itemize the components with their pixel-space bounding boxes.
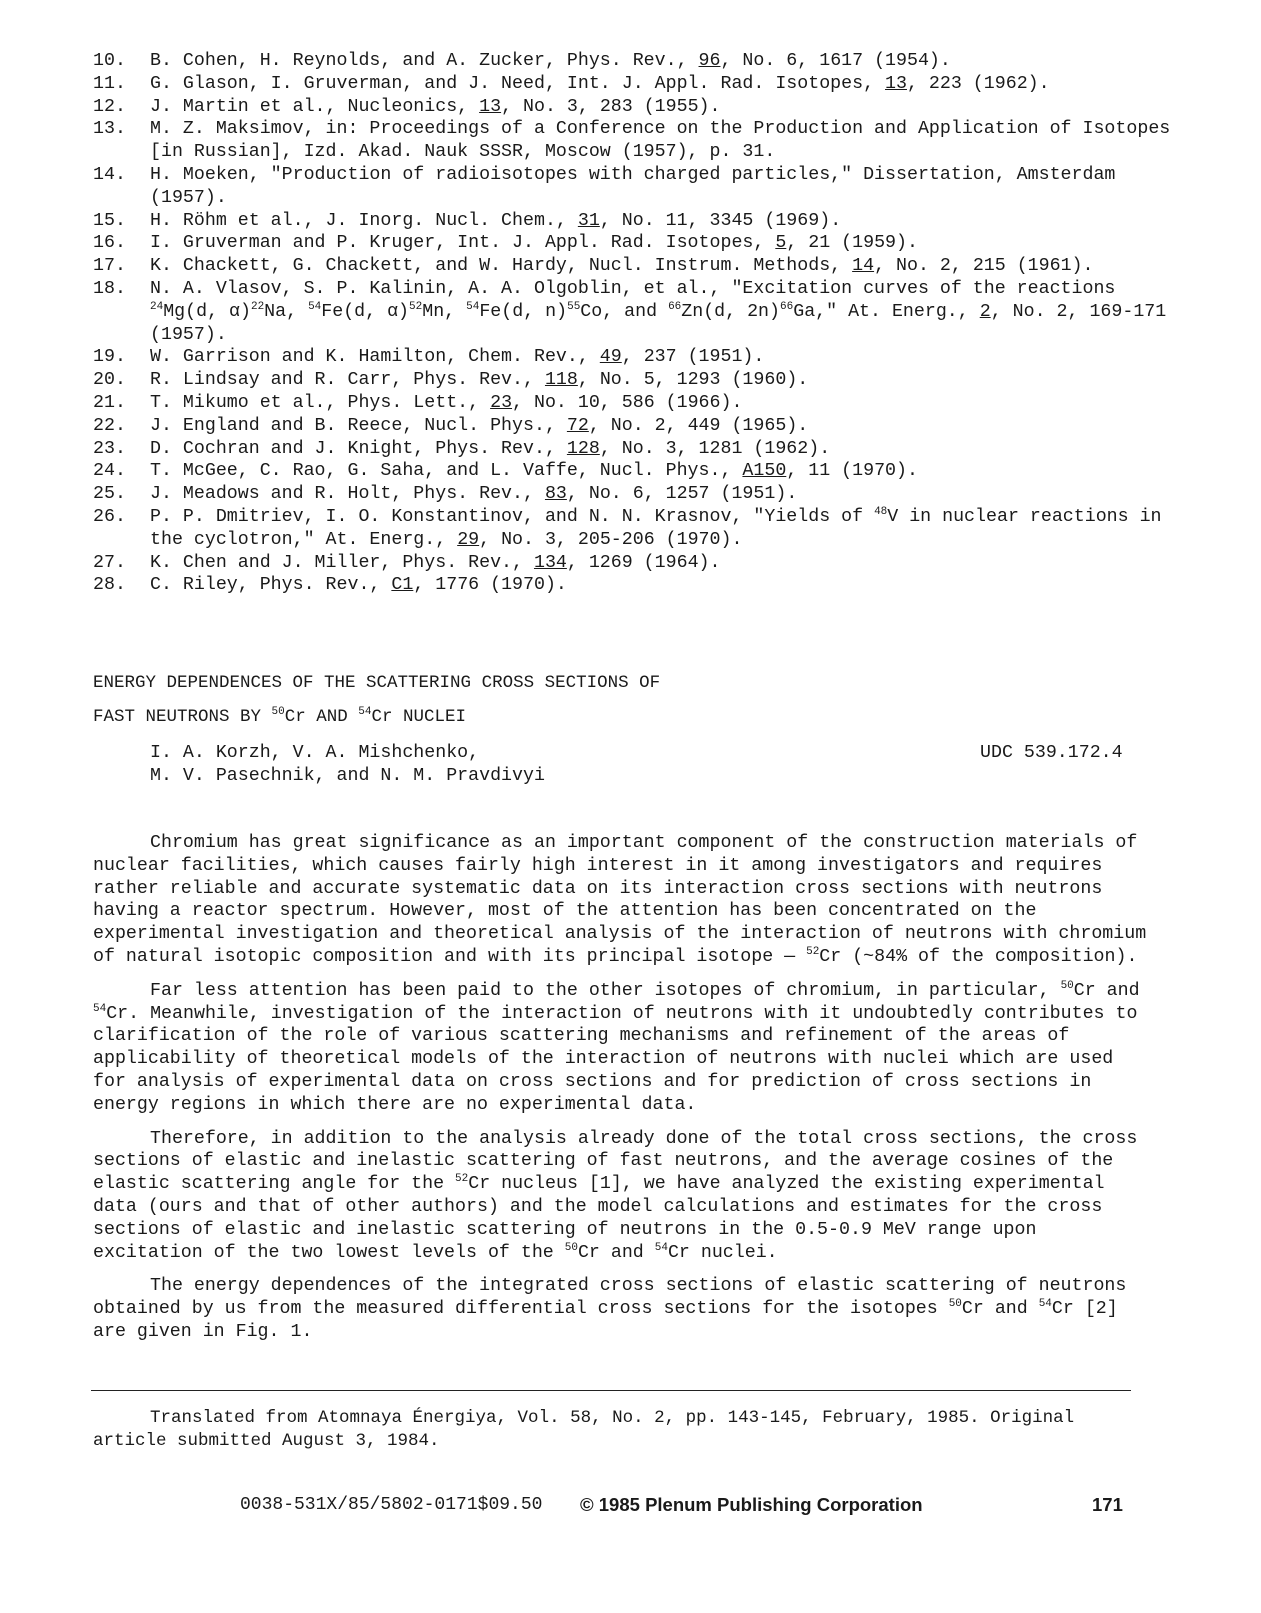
reference-item xyxy=(93,552,1173,575)
reference-item xyxy=(93,392,1173,415)
footnote xyxy=(93,1407,1153,1453)
reference-item xyxy=(93,346,1173,369)
ref-text: P. P. Dmitriev, I. O. Konstantinov, and N. N. Krasnov, "Yields of $^{48}$V in nuclear reactions in the cyclotron," At. Energ., 29, No. 3, 205-206 (1970). xyxy=(150,505,1173,550)
ref-number: 22. xyxy=(93,415,126,436)
reference-item xyxy=(93,232,1173,255)
reference-item xyxy=(93,73,1173,96)
ref-text: J. Martin et al., Nucleonics, 13, No. 3, 283 (1955). xyxy=(150,96,721,117)
ref-text: R. Lindsay and R. Carr, Phys. Rev., 118, No. 5, 1293 (1960). xyxy=(150,370,809,391)
paragraph: Therefore, in addition to the analysis already done of the total cross sections, the cross sections of elastic and inelastic scattering of fast neutrons, and the average cosines of the elastic scattering angle for the $^{52}$Cr nucleus [1], we have analyzed the existing experimental data (ours and that of other authors) and the model calculations and estimates for the cross sections of elastic and inelastic scattering of neutrons in the 0.5-0.9 MeV range upon excitation of the two lowest levels of the $^{50}$Cr and $^{54}$Cr nuclei. xyxy=(93,1128,1149,1263)
reference-item xyxy=(93,369,1173,392)
authors xyxy=(150,742,545,788)
ref-number: 13. xyxy=(93,119,126,140)
ref-number: 25. xyxy=(93,484,126,505)
footnote-line: article submitted August 3, 1984. xyxy=(93,1430,440,1451)
reference-item xyxy=(93,278,1178,346)
reference-item xyxy=(93,255,1173,278)
paragraph: Far less attention has been paid to the other isotopes of chromium, in particular, $^{50}$Cr and $^{54}$Cr. Meanwhile, investigation of the interaction of neutrons with it undoubtedly contributes to clarification of the role of various scattering mechanisms and refinement of the areas of applicability of theoretical models of the interaction of neutrons with nuclei which are used for analysis of experimental data on cross sections and for prediction of cross sections in energy regions in which there are no experimental data. xyxy=(93,979,1151,1115)
ref-text: D. Cochran and J. Knight, Phys. Rev., 128, No. 3, 1281 (1962). xyxy=(150,438,831,459)
ref-number: 12. xyxy=(93,96,126,117)
reference-item xyxy=(93,483,1173,506)
ref-number: 24. xyxy=(93,461,126,482)
ref-number: 16. xyxy=(93,233,126,254)
paragraph: Chromium has great significance as an important component of the construction materials of nuclear facilities, which causes fairly high interest in it among investigators and requires rather reliable and accurate systematic data on its interaction cross sections with neutrons having a reactor spectrum. However, most of the attention has been concentrated on the experimental investigation and theoretical analysis of the interaction of neutrons with chromium of natural isotopic composition and with its principal isotope — $^{52}$Cr (~84% of the composition). xyxy=(93,833,1158,967)
ref-text: G. Glason, I. Gruverman, and J. Need, Int. J. Appl. Rad. Isotopes, 13, 223 (1962). xyxy=(150,73,1050,94)
article-body xyxy=(93,832,1158,1355)
ref-text: C. Riley, Phys. Rev., C1, 1776 (1970). xyxy=(150,575,567,596)
ref-text: B. Cohen, H. Reynolds, and A. Zucker, Phys. Rev., 96, No. 6, 1617 (1954). xyxy=(150,51,951,71)
copyright: © 1985 Plenum Publishing Corporation xyxy=(580,1494,923,1515)
ref-number: 10. xyxy=(93,51,126,71)
reference-item xyxy=(93,438,1173,461)
reference-item xyxy=(93,506,1173,552)
ref-text: M. Z. Maksimov, in: Proceedings of a Conference on the Production and Application of Isotopes [in Russian], Izd. Akad. Nauk SSSR, Moscow (1957), p. 31. xyxy=(150,119,1182,163)
reference-item xyxy=(93,415,1173,438)
ref-number: 26. xyxy=(93,506,126,527)
reference-item xyxy=(93,210,1173,233)
ref-text: W. Garrison and K. Hamilton, Chem. Rev., 49, 237 (1951). xyxy=(150,347,765,368)
footnote-line: Translated from Atomnaya Énergiya, Vol. 58, No. 2, pp. 143-145, February, 1985. Original xyxy=(150,1408,1075,1428)
reference-item xyxy=(93,574,1173,597)
ref-number: 20. xyxy=(93,370,126,391)
reference-item xyxy=(93,460,1173,483)
ref-number: 19. xyxy=(93,347,126,368)
ref-number: 18. xyxy=(93,278,126,299)
ref-number: 17. xyxy=(93,256,126,277)
page-number: 171 xyxy=(1092,1494,1123,1515)
ref-text: H. Röhm et al., J. Inorg. Nucl. Chem., 31, No. 11, 3345 (1969). xyxy=(150,210,842,231)
footnote-divider xyxy=(91,1390,1131,1391)
ref-number: 27. xyxy=(93,552,126,573)
ref-number: 28. xyxy=(93,575,126,596)
reference-list xyxy=(93,50,1182,597)
ref-number: 14. xyxy=(93,164,126,185)
ref-text: H. Moeken, "Production of radioisotopes with charged particles," Dissertation, Amsterdam (1957). xyxy=(150,164,1127,208)
ref-number: 21. xyxy=(93,392,126,413)
ref-number: 23. xyxy=(93,438,126,459)
reference-item xyxy=(93,96,1173,119)
ref-text: N. A. Vlasov, S. P. Kalinin, A. A. Olgoblin, et al., "Excitation curves of the reactions $^{24}$Mg(d, α)$^{22}$Na, $^{54}$Fe(d, α)$^{52}$Mn, $^{54}$Fe(d, n)$^{55}$Co, and $^{66}$Zn(d, 2n)$^{66}$Ga," At. Energ., 2, No. 2, 169-171 (1957). xyxy=(150,278,1178,345)
ref-text: K. Chen and J. Miller, Phys. Rev., 134, 1269 (1964). xyxy=(150,552,721,573)
ref-text: T. Mikumo et al., Phys. Lett., 23, No. 10, 586 (1966). xyxy=(150,392,743,413)
ref-text: I. Gruverman and P. Kruger, Int. J. Appl. Rad. Isotopes, 5, 21 (1959). xyxy=(150,233,918,254)
article-code: 0038-531X/85/5802-0171$09.50 xyxy=(240,1495,543,1515)
authors-line: I. A. Korzh, V. A. Mishchenko, xyxy=(150,743,480,763)
article-title: ENERGY DEPENDENCES OF THE SCATTERING CROSS SECTIONS OF FAST NEUTRONS BY $^{50}$Cr AND $^{54}$Cr NUCLEI xyxy=(93,673,661,727)
ref-number: 15. xyxy=(93,210,126,231)
reference-item xyxy=(93,118,1182,164)
paragraph: The energy dependences of the integrated cross sections of elastic scattering of neutrons obtained by us from the measured differential cross sections for the isotopes $^{50}$Cr and $^{54}$Cr [2] are given in Fig. 1. xyxy=(93,1276,1138,1342)
ref-text: J. England and B. Reece, Nucl. Phys., 72, No. 2, 449 (1965). xyxy=(150,415,809,436)
ref-text: K. Chackett, G. Chackett, and W. Hardy, Nucl. Instrum. Methods, 14, No. 2, 215 (1961). xyxy=(150,256,1094,277)
reference-item xyxy=(93,50,1173,73)
authors-line: M. V. Pasechnik, and N. M. Pravdivyi xyxy=(150,765,545,786)
ref-text: T. McGee, C. Rao, G. Saha, and L. Vaffe, Nucl. Phys., A150, 11 (1970). xyxy=(150,461,918,482)
ref-text: J. Meadows and R. Holt, Phys. Rev., 83, No. 6, 1257 (1951). xyxy=(150,484,798,505)
udc-code: UDC 539.172.4 xyxy=(980,743,1123,763)
reference-item xyxy=(93,164,1173,210)
ref-number: 11. xyxy=(93,73,126,94)
